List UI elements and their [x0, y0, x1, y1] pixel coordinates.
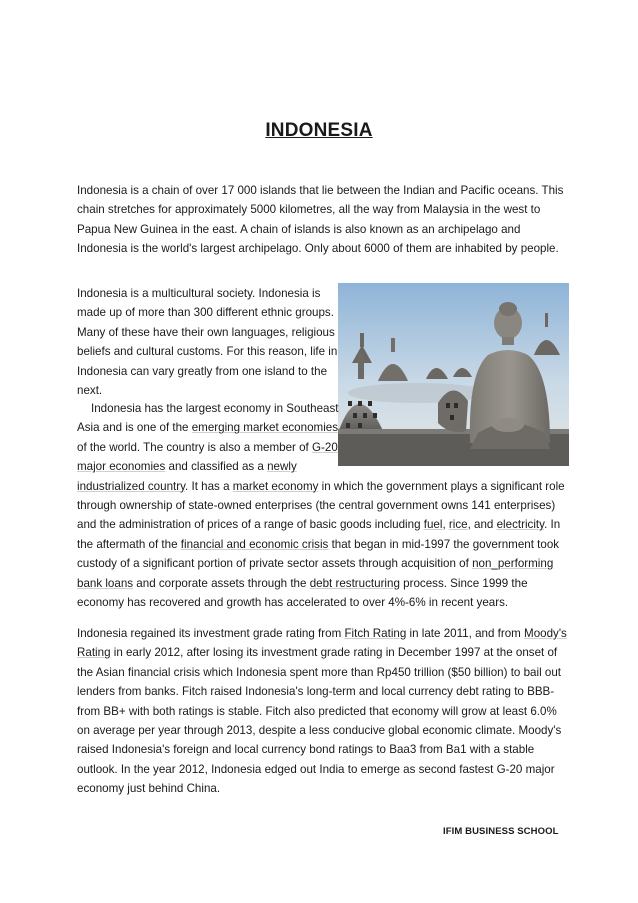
moodys-rating-link[interactable]: Moody's Rating	[77, 627, 567, 660]
indonesia-link[interactable]: Indonesia	[91, 402, 142, 415]
culture-paragraph: Indonesia is a multicultural society. Indonesia is made up of more than 300 different ethnic groups. Many of these have their own languages, religious beliefs and cultural customs. For this reason, life in Indonesia can vary greatly from one island to the next.	[77, 287, 338, 398]
emerging-markets-link[interactable]: emerging market economies	[191, 421, 339, 435]
market-economy-link[interactable]: market economy	[232, 479, 319, 493]
economy-text: . It has a	[185, 479, 233, 493]
ratings-text: in late 2011, and from	[406, 627, 525, 640]
economy-text: and corporate assets through the	[133, 576, 310, 590]
electricity-link[interactable]: electricity	[496, 518, 545, 532]
rice-link[interactable]: rice	[448, 518, 468, 532]
newly-industrialized-link[interactable]: newly industrialized country	[77, 460, 297, 493]
g20-link[interactable]: G-20 major economies	[77, 440, 338, 474]
economy-text: , and	[467, 518, 497, 532]
economy-text: that began in mid-1997 the government took custody of a significant portion of private sector assets through acquisition of	[77, 537, 560, 571]
economy-text: process. Since 1999 the economy has recovered and growth has accelerated to over 4%-6% in recent years.	[77, 576, 528, 610]
ratings-text: in early 2012, after losing its investment grade rating in December 1997 at the onset of the Asian financial crisis which Indonesia spent more than Rp450 trillion ($50 billion) to bail out lenders from banks. Fitch raised Indonesia's long-term and local currency debt rating to BBB- from BB+ with both ratings is stable. Fitch also predicted that economy will grow at least 6.0% on average per year through 2013, despite a less conducive global economic climate. Moody's raised Indonesia's foreign and local currency bond ratings to Baa3 from Ba1 with a stable outlook. In the year 2012, Indonesia edged out India to emerge as second fastest G-20 major economy just behind China.	[77, 646, 562, 796]
debt-restructuring-link[interactable]: debt restructuring	[309, 576, 400, 590]
fitch-rating-link[interactable]: Fitch Rating	[344, 627, 407, 640]
non-performing-loans-link[interactable]: non_performing bank loans	[77, 557, 554, 590]
ratings-paragraph	[77, 624, 571, 799]
page-title: INDONESIA	[265, 120, 373, 141]
image-wrap-spacer	[349, 399, 571, 469]
economy-text: of the world. The country is also a member of	[77, 440, 312, 454]
ratings-text: Indonesia regained its investment grade rating from	[77, 627, 345, 640]
economy-text: . In the aftermath of the	[77, 518, 561, 551]
fuel-link[interactable]: fuel	[423, 518, 443, 532]
economy-paragraph	[77, 399, 571, 612]
footer-school-name: IFIM BUSINESS SCHOOL	[443, 826, 559, 837]
intro-paragraph: Indonesia is a chain of over 17 000 islands that lie between the Indian and Pacific oceans. This chain stretches for approximately 5000 kilometres, all the way from Malaysia in the west to Papua New Guinea in the east. A chain of islands is also known as an archipelago and Indonesia is the world's largest archipelago. Only about 6000 of them are inhabited by people.	[77, 184, 564, 256]
economy-text: and classified as a	[165, 460, 268, 474]
economy-text: has the largest economy in Southeast Asia and is one of the	[77, 402, 339, 435]
financial-crisis-link[interactable]: financial and economic crisis	[180, 537, 329, 551]
economy-text: ,	[442, 518, 449, 532]
economy-text: in which the government plays a significant role through ownership of state-owned enterprises (the central government owns 141 enterprises) and the administration of prices of a range of basic goods including	[77, 479, 565, 532]
